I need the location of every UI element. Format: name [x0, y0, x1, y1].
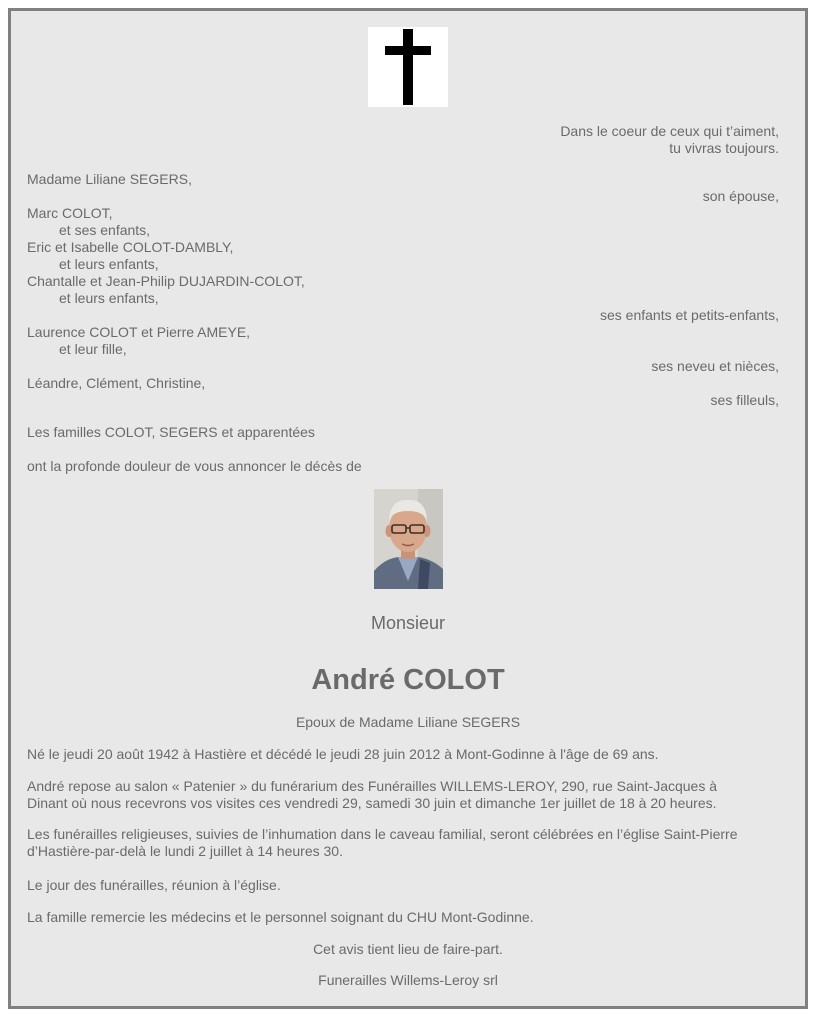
thanks-line: La famille remercie les médecins et le personnel soignant du CHU Mont-Godinne.: [27, 909, 534, 925]
niece-role: ses neveu et nièces,: [651, 358, 779, 374]
niece-name: Laurence COLOT et Pierre AMEYE,: [27, 324, 251, 340]
spouse-name: Madame Liliane SEGERS,: [27, 171, 192, 187]
announce-line: ont la profonde douleur de vous annoncer le décès de: [27, 458, 362, 474]
repose-line-2: Dinant où nous recevrons vos visites ces vendredi 29, samedi 30 juin et dimanche 1er juillet de 18 à 20 heures.: [27, 795, 717, 811]
epitaph-line-2: tu vivras toujours.: [669, 140, 779, 156]
child-3: Chantalle et Jean-Philip DUJARDIN-COLOT,: [27, 273, 305, 289]
child-2: Eric et Isabelle COLOT-DAMBLY,: [27, 239, 234, 255]
funeral-line-2: d’Hastière-par-delà le lundi 2 juillet à 14 heures 30.: [27, 843, 343, 859]
deceased-name: André COLOT: [311, 664, 505, 696]
obituary-card: [8, 8, 808, 1009]
godchildren-names: Léandre, Clément, Christine,: [27, 375, 206, 391]
child-3-sub: et leurs enfants,: [59, 290, 159, 306]
child-2-sub: et leurs enfants,: [59, 256, 159, 272]
child-1: Marc COLOT,: [27, 205, 113, 221]
children-role: ses enfants et petits-enfants,: [600, 307, 779, 323]
deceased-title: Monsieur: [370, 613, 446, 633]
birth-death-line: Né le jeudi 20 août 1942 à Hastière et décédé le jeudi 28 juin 2012 à Mont-Godinne à l'âge de 69 ans.: [27, 746, 659, 762]
notice-line: Cet avis tient lieu de faire-part.: [313, 941, 503, 957]
spouse-role: son épouse,: [702, 188, 779, 204]
meeting-line: Le jour des funérailles, réunion à l’église.: [27, 877, 281, 893]
godchildren-role: ses filleuls,: [710, 392, 779, 408]
funeral-home: Funerailles Willems-Leroy srl: [318, 972, 498, 988]
deceased-photo: [374, 489, 443, 589]
cross-icon: [368, 27, 448, 107]
funeral-line-1: Les funérailles religieuses, suivies de l’inhumation dans le caveau familial, seront célébrées en l’église Saint-Pierre: [27, 826, 738, 842]
niece-sub: et leur fille,: [59, 341, 127, 357]
deceased-spouse-line: Epoux de Madame Liliane SEGERS: [295, 714, 521, 730]
families-line: Les familles COLOT, SEGERS et apparentées: [27, 424, 315, 440]
child-1-sub: et ses enfants,: [59, 222, 151, 238]
epitaph-line-1: Dans le coeur de ceux qui t’aiment,: [560, 123, 779, 139]
repose-line-1: André repose au salon « Patenier » du funérarium des Funérailles WILLEMS-LEROY, 290, rue Saint-Jacques à: [27, 778, 718, 794]
